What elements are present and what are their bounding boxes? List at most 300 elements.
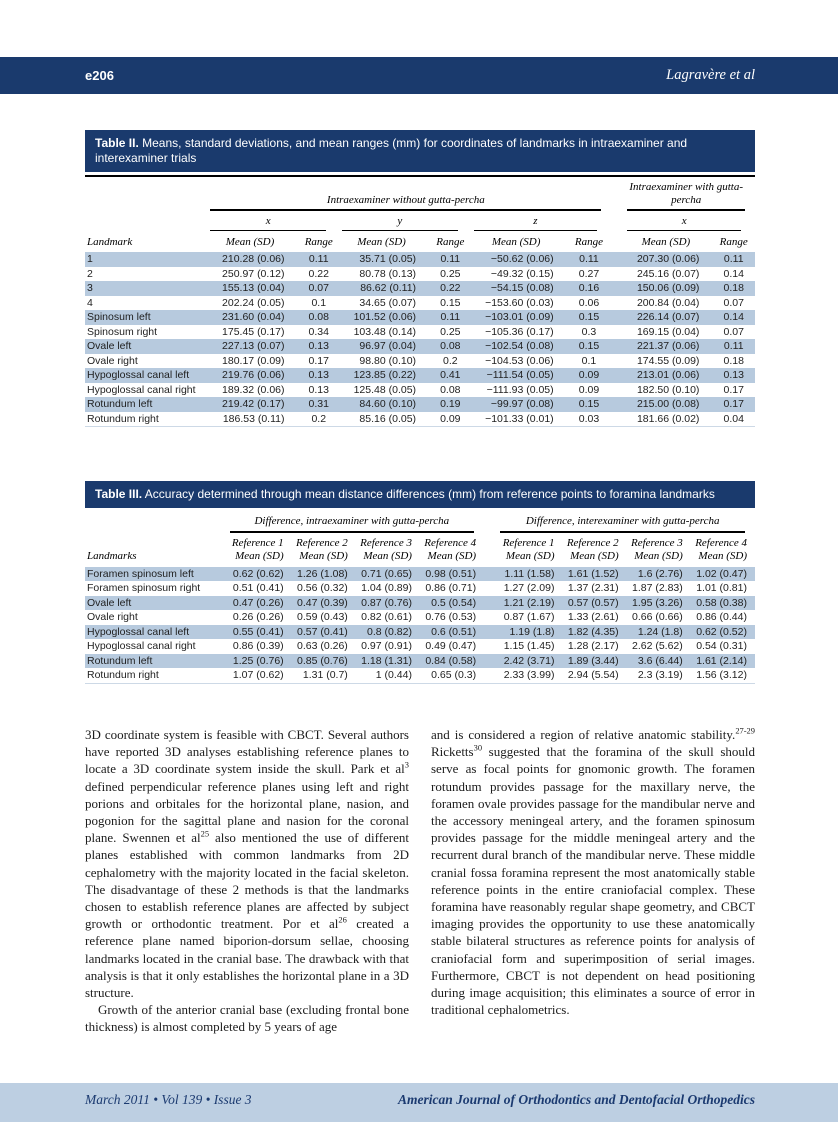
group-header-cell: [625, 176, 755, 211]
table-row: [85, 354, 755, 369]
table-row: [85, 267, 755, 282]
value-cell: −50.62 (0.06): [472, 252, 567, 267]
column-header-reference-2b: [563, 533, 627, 567]
value-cell: 0.15: [567, 339, 612, 354]
column-gap: [611, 354, 625, 369]
table-3-label: Table III.: [95, 487, 143, 501]
value-cell: 1.6 (2.76): [627, 567, 691, 582]
value-cell: 1.07 (0.62): [232, 669, 284, 681]
value-cell: 213.01 (0.06): [625, 368, 712, 383]
column-gap: [484, 567, 498, 582]
table-row: [85, 668, 755, 683]
page-number: e206: [85, 68, 114, 83]
value-cell: 2.3 (3.19): [637, 669, 683, 681]
value-cell: 1.27 (2.09): [503, 582, 555, 594]
value-cell: 1.61 (1.52): [563, 567, 627, 582]
table-row: [85, 296, 755, 311]
value-cell: −111.54 (0.05): [472, 368, 567, 383]
value-cell: 180.17 (0.09): [222, 354, 285, 367]
group-header-cell: [208, 176, 611, 211]
column-gap: [611, 267, 625, 282]
value-cell: 0.84 (0.58): [420, 654, 484, 669]
value-cell: 35.71 (0.05): [340, 252, 429, 267]
column-gap: [611, 211, 625, 231]
value-cell: 210.28 (0.06): [208, 252, 297, 267]
value-cell: 0.18: [723, 354, 744, 367]
value-cell: 0.08: [429, 339, 472, 354]
column-gap: [484, 533, 498, 567]
page-footer: [0, 1083, 838, 1122]
value-cell: 3.6 (6.44): [627, 654, 691, 669]
landmark-cell: 2: [87, 267, 93, 280]
landmark-cell: Rotundum right: [87, 412, 159, 425]
table-3-title-bar: [85, 481, 755, 508]
table-row: [85, 368, 755, 383]
body-paragraph: and is considered a region of relative anatomic stability.$^{27-29}$ Ricketts$^{30}$ suggested that the foramina of the skull should serve as focal points for gnomonic growth. The foramen rotundum provides passage for the maxillary nerve, the foramen ovale provides passage for the mandibular nerve and the accessory meningeal artery, and the foramen spinosum provides passage for the middle meningeal artery and the recurrent dural branch of the mandibular nerve. These middle cranial fossa foramina represent the most anatomically stable reference points in the entire craniofacial complex. These foramina have reasonably regular shape geometry, and CBCT imaging provides the opportunity to use these anatomically stable bilateral structures as reference points for analysis of craniofacial form and superimposition of serial images. Furthermore, CBCT is not dependent on head positioning during image acquisition; this eliminates a source of error in traditional cephalometrics.: [431, 725, 755, 1018]
value-cell: 0.17: [712, 397, 755, 412]
empty-cell: [85, 211, 208, 231]
value-cell: 0.66 (0.66): [631, 611, 683, 623]
table-row: [85, 397, 755, 412]
value-cell: 175.45 (0.17): [222, 325, 285, 338]
landmark-cell: Hypoglossal canal left: [85, 625, 228, 640]
value-cell: 1.26 (1.08): [292, 567, 356, 582]
value-cell: 0.59 (0.43): [297, 611, 348, 623]
value-cell: 226.14 (0.07): [625, 310, 712, 325]
axis-header-cell: [625, 211, 755, 231]
value-cell: 0.26 (0.26): [232, 611, 284, 623]
mean-sd-label: Mean (SD): [299, 550, 348, 562]
value-cell: 34.65 (0.07): [359, 296, 417, 309]
value-cell: 0.54 (0.31): [696, 640, 747, 652]
value-cell: 0.62 (0.62): [228, 567, 292, 582]
axis-label-x: x: [210, 211, 326, 231]
table-row: [85, 252, 755, 267]
column-header-range: Range: [436, 235, 465, 248]
column-gap: [484, 639, 498, 654]
value-cell: 0.2: [311, 412, 327, 425]
column-gap: [484, 596, 498, 611]
value-cell: 0.86 (0.44): [696, 611, 747, 623]
value-cell: 155.13 (0.04): [208, 281, 297, 296]
column-gap: [611, 412, 625, 427]
value-cell: 0.15: [440, 296, 461, 309]
group-header-cell: [498, 511, 755, 533]
value-cell: 1.28 (2.17): [567, 640, 619, 652]
column-gap: [484, 625, 498, 640]
value-cell: 0.11: [429, 310, 472, 325]
value-cell: 1.18 (1.31): [356, 654, 420, 669]
landmark-cell: Hypoglossal canal right: [87, 640, 196, 652]
value-cell: 84.60 (0.10): [340, 397, 429, 412]
value-cell: 0.97 (0.91): [361, 640, 412, 652]
reference-label: Reference 2: [296, 536, 348, 549]
value-cell: 0.09: [567, 368, 612, 383]
column-gap: [611, 339, 625, 354]
landmark-cell: Spinosum left: [85, 310, 208, 325]
value-cell: 0.47 (0.26): [228, 596, 292, 611]
table-2-grid: [85, 175, 755, 427]
column-header-reference-4b: [691, 533, 755, 567]
value-cell: 0.8 (0.82): [356, 625, 420, 640]
column-header-landmarks: Landmarks: [87, 550, 137, 562]
column-gap: [484, 654, 498, 669]
landmark-cell: Hypoglossal canal right: [87, 383, 196, 396]
value-cell: 0.07: [723, 325, 744, 338]
value-cell: 1.87 (2.83): [631, 582, 683, 594]
value-cell: 1.33 (2.61): [567, 611, 619, 623]
value-cell: −105.36 (0.17): [485, 325, 554, 338]
axis-label-y: y: [342, 211, 458, 231]
value-cell: 0.49 (0.47): [425, 640, 477, 652]
value-cell: 98.80 (0.10): [359, 354, 417, 367]
value-cell: 123.85 (0.22): [340, 368, 429, 383]
running-head-bar: [0, 57, 838, 94]
column-header-landmark: Landmark: [87, 235, 133, 248]
value-cell: 1.15 (1.45): [503, 640, 555, 652]
group-header-difference-interexaminer: Difference, interexaminer with gutta-percha: [525, 515, 720, 527]
value-cell: 0.11: [429, 252, 472, 267]
value-cell: 1.21 (2.19): [498, 596, 562, 611]
value-cell: 0.11: [712, 339, 755, 354]
mean-sd-label: Mean (SD): [505, 550, 555, 562]
value-cell: 1.19 (1.8): [498, 625, 562, 640]
value-cell: 1.89 (3.44): [563, 654, 627, 669]
value-cell: 80.78 (0.13): [359, 267, 417, 280]
value-cell: −99.97 (0.08): [472, 397, 567, 412]
value-cell: 0.04: [723, 412, 744, 425]
landmark-cell: Foramen spinosum right: [87, 582, 201, 594]
table-row: [85, 596, 755, 611]
reference-label: Reference 1: [231, 536, 284, 549]
axis-label-x2: x: [627, 211, 741, 231]
column-gap: [611, 310, 625, 325]
mean-sd-label: Mean (SD): [698, 550, 747, 562]
table-row: [85, 639, 755, 654]
value-cell: 207.30 (0.06): [625, 252, 712, 267]
value-cell: 250.97 (0.12): [222, 267, 285, 280]
value-cell: 169.15 (0.04): [636, 325, 700, 338]
mean-sd-label: Mean (SD): [634, 550, 683, 562]
table-row: [85, 281, 755, 296]
value-cell: −104.53 (0.06): [485, 354, 554, 367]
mean-sd-label: Mean (SD): [427, 550, 477, 562]
value-cell: 0.34: [308, 325, 329, 338]
column-gap: [611, 383, 625, 398]
value-cell: 0.08: [440, 383, 461, 396]
value-cell: 182.50 (0.10): [636, 383, 700, 396]
value-cell: 0.27: [578, 267, 600, 280]
value-cell: 0.06: [578, 296, 600, 309]
value-cell: 96.97 (0.04): [340, 339, 429, 354]
value-cell: 221.37 (0.06): [625, 339, 712, 354]
value-cell: 2.94 (5.54): [567, 669, 619, 681]
table-2-title-bar: [85, 130, 755, 172]
reference-label: Reference 1: [502, 536, 555, 549]
axis-header-cell: [340, 211, 472, 231]
table-3-grid: [85, 511, 755, 684]
value-cell: 245.16 (0.07): [636, 267, 700, 280]
mean-sd-label: Mean (SD): [235, 550, 284, 562]
empty-cell: [85, 176, 208, 211]
value-cell: 86.62 (0.11): [340, 281, 429, 296]
value-cell: 0.5 (0.54): [420, 596, 484, 611]
value-cell: 227.13 (0.07): [208, 339, 297, 354]
value-cell: −101.33 (0.01): [485, 412, 554, 425]
reference-label: Reference 4: [424, 536, 477, 549]
value-cell: 202.24 (0.05): [222, 296, 285, 309]
value-cell: 0.19: [429, 397, 472, 412]
value-cell: 0.25: [440, 267, 461, 280]
table-row: [85, 654, 755, 669]
value-cell: 101.52 (0.06): [340, 310, 429, 325]
column-gap: [611, 281, 625, 296]
reference-label: Reference 2: [566, 536, 619, 549]
value-cell: 0.09: [440, 412, 461, 425]
landmark-cell: Rotundum left: [85, 654, 228, 669]
value-cell: 0.98 (0.51): [420, 567, 484, 582]
mean-sd-label: Mean (SD): [570, 550, 619, 562]
table-row: [85, 581, 755, 596]
value-cell: 0.17: [723, 383, 744, 396]
issue-info: March 2011 • Vol 139 • Issue 3: [85, 1091, 252, 1107]
table-row: [85, 567, 755, 582]
body-paragraph: 3D coordinate system is feasible with CBCT. Several authors have reported 3D analyses establishing reference planes to locate a 3D coordinate system inside the skull. Park et $al^3$ defined perpendicular reference planes using left and right porions and orbitales for the horizontal plane, nasion, and pogonion for the sagittal plane and nasion for the coronal plane. Swennen et $al^{25}$ also mentioned the use of different planes established with common landmarks from 2D cephalometry with the majority located in the facial skeleton. The disadvantage of these 2 methods is that the landmarks chosen to establish reference planes are affected by subject growth or orthodontic treatment. Por et $al^{26}$ created a reference plane named biporion-dorsum sellae, choosing landmarks located in the cranial base. The drawback with that analysis is that it only establishes the horizontal plane in a 3D structure.: [85, 727, 410, 1001]
column-header-range: Range: [304, 235, 333, 248]
value-cell: 0.56 (0.32): [297, 582, 348, 594]
value-cell: 1.95 (3.26): [627, 596, 691, 611]
table-row: [85, 610, 755, 625]
value-cell: 219.76 (0.06): [208, 368, 297, 383]
column-gap: [611, 368, 625, 383]
landmark-cell: 4: [87, 296, 93, 309]
value-cell: 0.15: [567, 397, 612, 412]
value-cell: 1.37 (2.31): [567, 582, 619, 594]
landmark-cell: Ovale left: [85, 339, 208, 354]
value-cell: 0.08: [298, 310, 341, 325]
value-cell: 0.87 (0.76): [356, 596, 420, 611]
column-header-mean-sd: Mean (SD): [641, 235, 691, 248]
value-cell: 1.24 (1.8): [627, 625, 691, 640]
running-head-author: Lagravère et al: [666, 67, 755, 83]
value-cell: 186.53 (0.11): [222, 412, 285, 425]
value-cell: 231.60 (0.04): [208, 310, 297, 325]
landmark-cell: Hypoglossal canal left: [85, 368, 208, 383]
value-cell: 0.41: [429, 368, 472, 383]
table-3-caption: Accuracy determined through mean distance differences (mm) from reference points to foramina landmarks: [142, 487, 715, 501]
value-cell: 0.57 (0.41): [292, 625, 356, 640]
value-cell: 1.82 (4.35): [563, 625, 627, 640]
column-header-reference-1b: [498, 533, 562, 567]
value-cell: 0.17: [308, 354, 329, 367]
value-cell: 2.33 (3.99): [503, 669, 555, 681]
axis-label-z: z: [474, 211, 598, 231]
value-cell: 189.32 (0.06): [222, 383, 285, 396]
value-cell: −49.32 (0.15): [490, 267, 554, 280]
article-body: [85, 726, 755, 1036]
value-cell: 0.85 (0.76): [292, 654, 356, 669]
value-cell: 0.14: [723, 267, 744, 280]
value-cell: 1.01 (0.81): [696, 582, 747, 594]
column-header-reference-3b: [627, 533, 691, 567]
value-cell: 215.00 (0.08): [625, 397, 712, 412]
group-header-row: [85, 176, 755, 211]
value-cell: 0.25: [440, 325, 461, 338]
reference-label: Reference 3: [630, 536, 683, 549]
landmark-cell: 3: [85, 281, 208, 296]
value-cell: 0.86 (0.71): [425, 582, 477, 594]
landmark-cell: Rotundum left: [85, 397, 208, 412]
value-cell: 1.61 (2.14): [691, 654, 755, 669]
column-header-reference-3: [356, 533, 420, 567]
column-gap: [611, 231, 625, 253]
body-paragraph: Growth of the anterior cranial base (excluding frontal bone thickness) is almost completed by 5 years of age: [85, 1002, 409, 1035]
landmark-cell: 1: [85, 252, 208, 267]
mean-sd-label: Mean (SD): [363, 550, 412, 562]
group-header-cell: [228, 511, 485, 533]
value-cell: 181.66 (0.02): [636, 412, 700, 425]
citation-superscript: 27-29: [735, 725, 755, 736]
value-cell: 0.13: [712, 368, 755, 383]
column-header-range: Range: [574, 235, 603, 248]
value-cell: 0.31: [298, 397, 341, 412]
column-gap: [611, 252, 625, 267]
value-cell: 0.13: [298, 368, 341, 383]
value-cell: 0.55 (0.41): [228, 625, 292, 640]
column-gap: [611, 176, 625, 211]
value-cell: 0.18: [712, 281, 755, 296]
value-cell: 1.11 (1.58): [498, 567, 562, 582]
value-cell: 85.16 (0.05): [359, 412, 417, 425]
value-cell: 0.71 (0.65): [356, 567, 420, 582]
column-header-reference-2: [292, 533, 356, 567]
citation-superscript: 3: [404, 760, 409, 771]
group-header-row: [85, 511, 755, 533]
value-cell: 1.56 (3.12): [696, 669, 747, 681]
value-cell: 1.31 (0.7): [302, 669, 348, 681]
landmark-cell: Ovale right: [87, 611, 138, 623]
column-gap: [611, 325, 625, 340]
landmark-cell: Ovale right: [87, 354, 138, 367]
column-gap: [484, 511, 498, 533]
axis-header-cell: [472, 211, 612, 231]
value-cell: 174.55 (0.09): [636, 354, 700, 367]
reference-label: Reference 4: [695, 536, 747, 549]
table-row: [85, 325, 755, 340]
value-cell: 0.86 (0.39): [232, 640, 284, 652]
journal-name: American Journal of Orthodontics and Dentofacial Orthopedics: [397, 1091, 755, 1107]
table-2: [85, 130, 755, 427]
value-cell: 2.42 (3.71): [498, 654, 562, 669]
value-cell: 0.13: [308, 383, 329, 396]
column-gap: [611, 397, 625, 412]
value-cell: 0.14: [712, 310, 755, 325]
value-cell: 0.6 (0.51): [420, 625, 484, 640]
column-gap: [484, 610, 498, 625]
value-cell: 0.51 (0.41): [232, 582, 284, 594]
value-cell: 1 (0.44): [375, 669, 412, 681]
table-row: [85, 339, 755, 354]
value-cell: 0.65 (0.3): [431, 669, 477, 681]
value-cell: 0.87 (1.67): [503, 611, 555, 623]
group-header-difference-intraexaminer: Difference, intraexaminer with gutta-percha: [254, 515, 450, 527]
value-cell: 0.57 (0.57): [563, 596, 627, 611]
column-header-row: [85, 231, 755, 253]
table-3: [85, 481, 755, 684]
column-header-reference-4: [420, 533, 484, 567]
value-cell: 1.02 (0.47): [691, 567, 755, 582]
value-cell: 0.07: [723, 296, 744, 309]
column-header-range: Range: [719, 235, 748, 248]
landmark-cell: Rotundum right: [87, 669, 159, 681]
column-gap: [484, 668, 498, 683]
citation-superscript: 26: [338, 914, 347, 925]
table-2-label: Table II.: [95, 136, 139, 150]
value-cell: 125.48 (0.05): [353, 383, 417, 396]
column-header-mean-sd: Mean (SD): [357, 235, 406, 248]
group-header-intraexaminer-with: Intraexaminer with gutta-percha: [629, 181, 744, 206]
value-cell: 0.11: [567, 252, 612, 267]
value-cell: 0.76 (0.53): [425, 611, 477, 623]
column-header-reference-1: [228, 533, 292, 567]
value-cell: 0.11: [712, 252, 755, 267]
column-header-mean-sd: Mean (SD): [491, 235, 541, 248]
text-column-left: [85, 726, 409, 1036]
value-cell: 0.22: [429, 281, 472, 296]
citation-superscript: 30: [473, 742, 483, 753]
landmark-cell: Foramen spinosum left: [85, 567, 228, 582]
value-cell: 0.1: [581, 354, 597, 367]
value-cell: 0.07: [298, 281, 341, 296]
text-column-right: [431, 726, 755, 1036]
citation-superscript: 25: [200, 828, 210, 839]
value-cell: 0.09: [578, 383, 600, 396]
value-cell: −153.60 (0.03): [485, 296, 554, 309]
value-cell: 0.82 (0.61): [361, 611, 412, 623]
axis-header-row: [85, 211, 755, 231]
group-header-intraexaminer-without: Intraexaminer without gutta-percha: [326, 193, 485, 206]
column-gap: [611, 296, 625, 311]
value-cell: 0.13: [298, 339, 341, 354]
value-cell: 0.58 (0.38): [691, 596, 755, 611]
value-cell: 0.2: [442, 354, 458, 367]
value-cell: 0.22: [308, 267, 329, 280]
value-cell: 150.06 (0.09): [625, 281, 712, 296]
value-cell: 0.63 (0.26): [297, 640, 348, 652]
landmark-cell: Ovale left: [85, 596, 228, 611]
table-row: [85, 412, 755, 427]
table-row: [85, 625, 755, 640]
table-row: [85, 310, 755, 325]
value-cell: 1.04 (0.89): [361, 582, 412, 594]
axis-header-cell: [208, 211, 340, 231]
value-cell: 0.47 (0.39): [292, 596, 356, 611]
value-cell: 0.62 (0.52): [691, 625, 755, 640]
value-cell: −54.15 (0.08): [472, 281, 567, 296]
reference-label: Reference 3: [360, 536, 412, 549]
value-cell: 219.42 (0.17): [208, 397, 297, 412]
value-cell: 103.48 (0.14): [353, 325, 417, 338]
value-cell: 200.84 (0.04): [636, 296, 700, 309]
value-cell: −103.01 (0.09): [472, 310, 567, 325]
value-cell: 1.25 (0.76): [228, 654, 292, 669]
empty-cell: [85, 511, 228, 533]
value-cell: 0.16: [567, 281, 612, 296]
value-cell: 2.62 (5.62): [631, 640, 683, 652]
value-cell: 0.03: [578, 412, 600, 425]
value-cell: 0.15: [567, 310, 612, 325]
value-cell: 0.1: [311, 296, 327, 309]
